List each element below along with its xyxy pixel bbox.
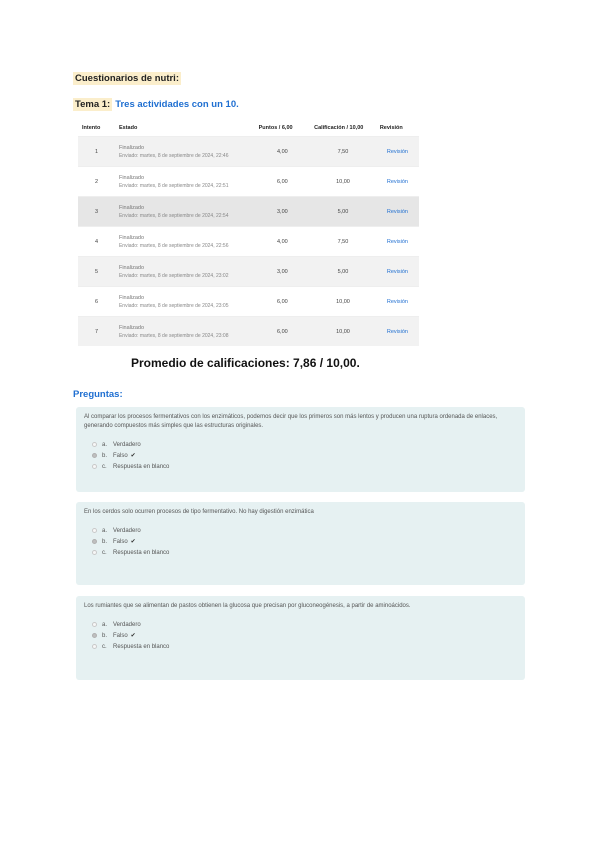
attempts-table [78, 119, 419, 346]
option-a[interactable] [92, 619, 517, 630]
attempt-points: 3,00 [255, 197, 310, 227]
section-name: Tres actividades con un 10. [115, 99, 239, 110]
option-b[interactable] [92, 450, 517, 461]
status-text: Finalizado [118, 234, 145, 241]
submitted-date: Enviado: martes, 8 de septiembre de 2024, 23:02 [118, 272, 229, 279]
answer-options [92, 525, 517, 558]
status-text: Finalizado [118, 294, 145, 301]
submitted-date: Enviado: martes, 8 de septiembre de 2024, 22:46 [118, 152, 229, 159]
attempt-number: 2 [78, 167, 115, 197]
attempt-grade: 10,00 [310, 317, 376, 347]
option-label: Falso [113, 538, 128, 545]
document-title: Cuestionarios de nutri: [75, 73, 179, 84]
review-link[interactable]: Revisión [386, 298, 408, 305]
question-card [76, 502, 525, 585]
check-icon: ✔ [130, 539, 136, 545]
attempt-points: 6,00 [255, 287, 310, 317]
check-icon: ✔ [130, 453, 136, 459]
header-intento: Intento [82, 124, 101, 131]
question-text: Los rumiantes que se alimentan de pastos obtienen la glucosa que precisan por gluconeogénesis, a partir de aminoácidos. [84, 603, 411, 609]
attempt-points: 3,00 [255, 257, 310, 287]
radio-button[interactable] [92, 453, 97, 458]
question-card [76, 407, 525, 492]
option-label: Respuesta en blanco [113, 549, 170, 556]
option-letter: c. [102, 643, 107, 650]
radio-button[interactable] [92, 528, 97, 533]
question-text: En los cerdos solo ocurren procesos de tipo fermentativo. No hay digestión enzimática [84, 509, 314, 515]
table-row [78, 197, 419, 227]
submitted-date: Enviado: martes, 8 de septiembre de 2024, 22:56 [118, 242, 229, 249]
table-row [78, 317, 419, 347]
status-text: Finalizado [118, 204, 145, 211]
attempt-status [115, 227, 255, 257]
table-row [78, 287, 419, 317]
radio-button[interactable] [92, 442, 97, 447]
attempt-number: 3 [78, 197, 115, 227]
review-link[interactable]: Revisión [386, 208, 408, 215]
option-letter: b. [102, 538, 108, 545]
option-a[interactable] [92, 525, 517, 536]
question-text: Al comparar los procesos fermentativos con los enzimáticos, podemos decir que los primeros son más lentos y producen una ruptura ordenada de enlaces, generando compuestos más simples que las estructuras originales. [84, 414, 498, 429]
check-icon: ✔ [130, 633, 136, 639]
attempt-status [115, 287, 255, 317]
question-card [76, 596, 525, 680]
attempt-status [115, 257, 255, 287]
attempt-number: 6 [78, 287, 115, 317]
review-link[interactable]: Revisión [386, 148, 408, 155]
attempt-points: 4,00 [255, 227, 310, 257]
table-header-row [78, 119, 419, 137]
status-text: Finalizado [118, 264, 145, 271]
attempt-grade: 7,50 [310, 137, 376, 167]
attempt-grade: 10,00 [310, 167, 376, 197]
option-label: Falso [113, 632, 128, 639]
option-label: Verdadero [113, 621, 141, 628]
submitted-date: Enviado: martes, 8 de septiembre de 2024, 23:08 [118, 332, 229, 339]
table-row [78, 167, 419, 197]
radio-button[interactable] [92, 464, 97, 469]
option-label: Respuesta en blanco [113, 463, 170, 470]
header-revision: Revisión [379, 124, 403, 131]
option-b[interactable] [92, 630, 517, 641]
answer-options [92, 619, 517, 652]
submitted-date: Enviado: martes, 8 de septiembre de 2024, 22:54 [118, 212, 229, 219]
attempt-points: 6,00 [255, 317, 310, 347]
attempt-status [115, 317, 255, 347]
status-text: Finalizado [118, 324, 145, 331]
table-row [78, 257, 419, 287]
option-letter: a. [102, 441, 108, 448]
table-row [78, 227, 419, 257]
radio-button[interactable] [92, 539, 97, 544]
average-grade: Promedio de calificaciones: 7,86 / 10,00. [131, 356, 360, 370]
attempt-number: 4 [78, 227, 115, 257]
option-letter: c. [102, 549, 107, 556]
attempt-number: 7 [78, 317, 115, 347]
questions-heading: Preguntas: [73, 389, 123, 400]
option-label: Verdadero [113, 527, 141, 534]
review-link[interactable]: Revisión [386, 328, 408, 335]
option-b[interactable] [92, 536, 517, 547]
attempt-number: 5 [78, 257, 115, 287]
attempt-status [115, 137, 255, 167]
option-letter: a. [102, 527, 108, 534]
option-letter: c. [102, 463, 107, 470]
option-label: Respuesta en blanco [113, 643, 170, 650]
section-label: Tema 1: [75, 99, 111, 110]
header-calificacion: Calificación / 10,00 [314, 124, 364, 131]
submitted-date: Enviado: martes, 8 de septiembre de 2024, 22:51 [118, 182, 229, 189]
attempt-grade: 7,50 [310, 227, 376, 257]
radio-button[interactable] [92, 622, 97, 627]
option-label: Falso [113, 452, 128, 459]
option-label: Verdadero [113, 441, 141, 448]
status-text: Finalizado [118, 174, 145, 181]
option-letter: b. [102, 632, 108, 639]
option-c[interactable] [92, 461, 517, 472]
status-text: Finalizado [118, 144, 145, 151]
attempt-grade: 10,00 [310, 287, 376, 317]
attempt-grade: 5,00 [310, 257, 376, 287]
option-c[interactable] [92, 641, 517, 652]
option-letter: a. [102, 621, 108, 628]
radio-button[interactable] [92, 633, 97, 638]
attempt-points: 6,00 [255, 167, 310, 197]
attempt-grade: 5,00 [310, 197, 376, 227]
table-row [78, 137, 419, 167]
review-link[interactable]: Revisión [386, 178, 408, 185]
header-estado: Estado [118, 124, 138, 131]
radio-button[interactable] [92, 644, 97, 649]
header-puntos: Puntos / 6,00 [258, 124, 293, 131]
option-a[interactable] [92, 439, 517, 450]
attempt-status [115, 197, 255, 227]
attempt-points: 4,00 [255, 137, 310, 167]
option-c[interactable] [92, 547, 517, 558]
review-link[interactable]: Revisión [386, 268, 408, 275]
attempt-number: 1 [78, 137, 115, 167]
option-letter: b. [102, 452, 108, 459]
answer-options [92, 439, 517, 472]
radio-button[interactable] [92, 550, 97, 555]
submitted-date: Enviado: martes, 8 de septiembre de 2024, 23:05 [118, 302, 229, 309]
review-link[interactable]: Revisión [386, 238, 408, 245]
attempt-status [115, 167, 255, 197]
section-heading [73, 99, 239, 110]
